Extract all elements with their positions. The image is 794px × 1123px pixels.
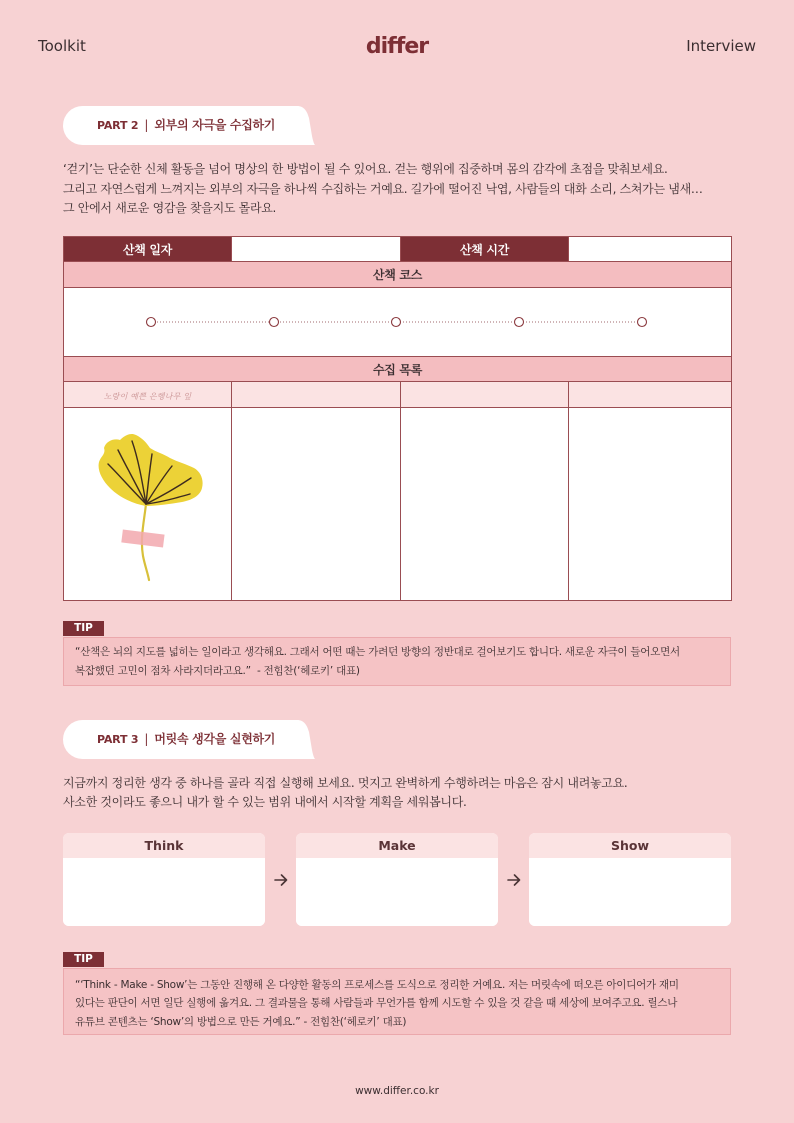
part2-intro-line: 그 안에서 새로운 영감을 찾을지도 몰라요. bbox=[63, 201, 277, 215]
heading-separator: | bbox=[144, 118, 149, 132]
part3-heading bbox=[97, 720, 275, 759]
course-route-diagram bbox=[64, 288, 730, 356]
interview-label: Interview bbox=[686, 37, 756, 55]
part2-number: PART 2 bbox=[97, 119, 139, 132]
part2-heading-tab bbox=[63, 106, 315, 145]
handwritten-caption: 노랑이 예쁜 은행나무 잎 bbox=[103, 391, 192, 401]
part2-intro-line: 그리고 자연스럽게 느껴지는 외부의 자극을 하나씩 수집하는 거예요. 길가에 떨어진 낙엽, 사람들의 대화 소리, 스쳐가는 냄새… bbox=[63, 181, 703, 196]
part3-intro bbox=[63, 774, 731, 813]
collection-caption-cell[interactable] bbox=[401, 382, 569, 408]
walk-log-table bbox=[63, 236, 732, 601]
course-stop-marker bbox=[270, 318, 279, 327]
collection-caption-cell[interactable] bbox=[569, 382, 732, 408]
walk-time-field[interactable] bbox=[569, 237, 732, 262]
differ-logo: differ bbox=[365, 34, 429, 59]
part2-intro bbox=[63, 160, 731, 219]
step-make-field[interactable] bbox=[296, 858, 498, 926]
tip-quote-line: “‘Think - Make - Show’는 그동안 진행해 온 다양한 활동의 프로세스를 도식으로 정리한 거예요. 저는 머릿속에 떠오른 아이디어가 재미 bbox=[75, 978, 679, 991]
course-stop-marker bbox=[638, 318, 647, 327]
ginkgo-leaf-illustration bbox=[64, 408, 232, 600]
step-think-label: Think bbox=[63, 833, 265, 858]
tape-strip bbox=[121, 529, 164, 547]
step-show-card bbox=[529, 833, 731, 926]
arrow-right-icon bbox=[274, 874, 288, 886]
step-think-card bbox=[63, 833, 265, 926]
part3-heading-tab bbox=[63, 720, 315, 759]
part2-intro-line: ‘걷기’는 단순한 신체 활동을 넘어 명상의 한 방법이 될 수 있어요. 걷는 행위에 집중하며 몸의 감각에 초점을 맞춰보세요. bbox=[63, 162, 668, 176]
walk-course-field[interactable] bbox=[64, 288, 732, 357]
footer-url-link[interactable]: www.differ.co.kr bbox=[355, 1085, 439, 1097]
walk-course-header: 산책 코스 bbox=[64, 262, 732, 288]
part2-title: 외부의 자극을 수집하기 bbox=[154, 118, 276, 132]
collection-item-cell[interactable] bbox=[569, 408, 732, 601]
part3-title: 머릿속 생각을 실현하기 bbox=[154, 732, 276, 746]
part3-intro-line: 지금까지 정리한 생각 중 하나를 골라 직접 실행해 보세요. 멋지고 완벽하게 수행하려는 마음은 잠시 내려놓고요. bbox=[63, 775, 628, 790]
tip-quote-line: “산책은 뇌의 지도를 넓히는 일이라고 생각해요. 그래서 어떤 때는 가려던 방향의 정반대로 걸어보기도 합니다. 새로운 자극이 들어오면서 bbox=[75, 646, 680, 658]
collection-caption-cell[interactable] bbox=[64, 382, 232, 408]
course-stop-marker bbox=[147, 318, 156, 327]
part3-tip-quote bbox=[63, 968, 731, 1035]
step-think-field[interactable] bbox=[63, 858, 265, 926]
toolkit-label: Toolkit bbox=[38, 37, 86, 55]
tip-quote-line: 복잡했던 고민이 점차 사라지더라고요.” - 전힘찬(‘헤로키’ 대표) bbox=[75, 665, 360, 677]
collection-item-cell[interactable] bbox=[64, 408, 232, 601]
step-show-label: Show bbox=[529, 833, 731, 858]
tip-badge: TIP bbox=[63, 952, 104, 967]
part2-heading bbox=[97, 106, 275, 145]
collection-list-header: 수집 목록 bbox=[64, 357, 732, 382]
part2-tip-quote bbox=[63, 637, 731, 686]
tip-badge: TIP bbox=[63, 621, 104, 636]
collection-item-cell[interactable] bbox=[401, 408, 569, 601]
part3-number: PART 3 bbox=[97, 733, 139, 746]
tip-quote-line: 유튜브 콘텐츠는 ‘Show’의 방법으로 만든 거예요.” - 전힘찬(‘헤로키’ 대표) bbox=[75, 1015, 407, 1028]
course-stop-marker bbox=[392, 318, 401, 327]
arrow-right-icon bbox=[507, 874, 521, 886]
walk-time-label: 산책 시간 bbox=[401, 237, 569, 262]
part3-intro-line: 사소한 것이라도 좋으니 내가 할 수 있는 범위 내에서 시작할 계획을 세워봅니다. bbox=[63, 795, 467, 809]
collection-item-cell[interactable] bbox=[232, 408, 401, 601]
step-make-card bbox=[296, 833, 498, 926]
heading-separator: | bbox=[144, 732, 149, 746]
walk-date-label: 산책 일자 bbox=[64, 237, 232, 262]
walk-date-field[interactable] bbox=[232, 237, 401, 262]
step-show-field[interactable] bbox=[529, 858, 731, 926]
tip-quote-line: 있다는 판단이 서면 일단 실행에 옮겨요. 그 결과물을 통해 사람들과 무언가를 함께 시도할 수 있을 것 같을 때 세상에 보여주고요. 릴스나 bbox=[75, 997, 678, 1009]
course-stop-marker bbox=[515, 318, 524, 327]
collection-caption-cell[interactable] bbox=[232, 382, 401, 408]
step-make-label: Make bbox=[296, 833, 498, 858]
